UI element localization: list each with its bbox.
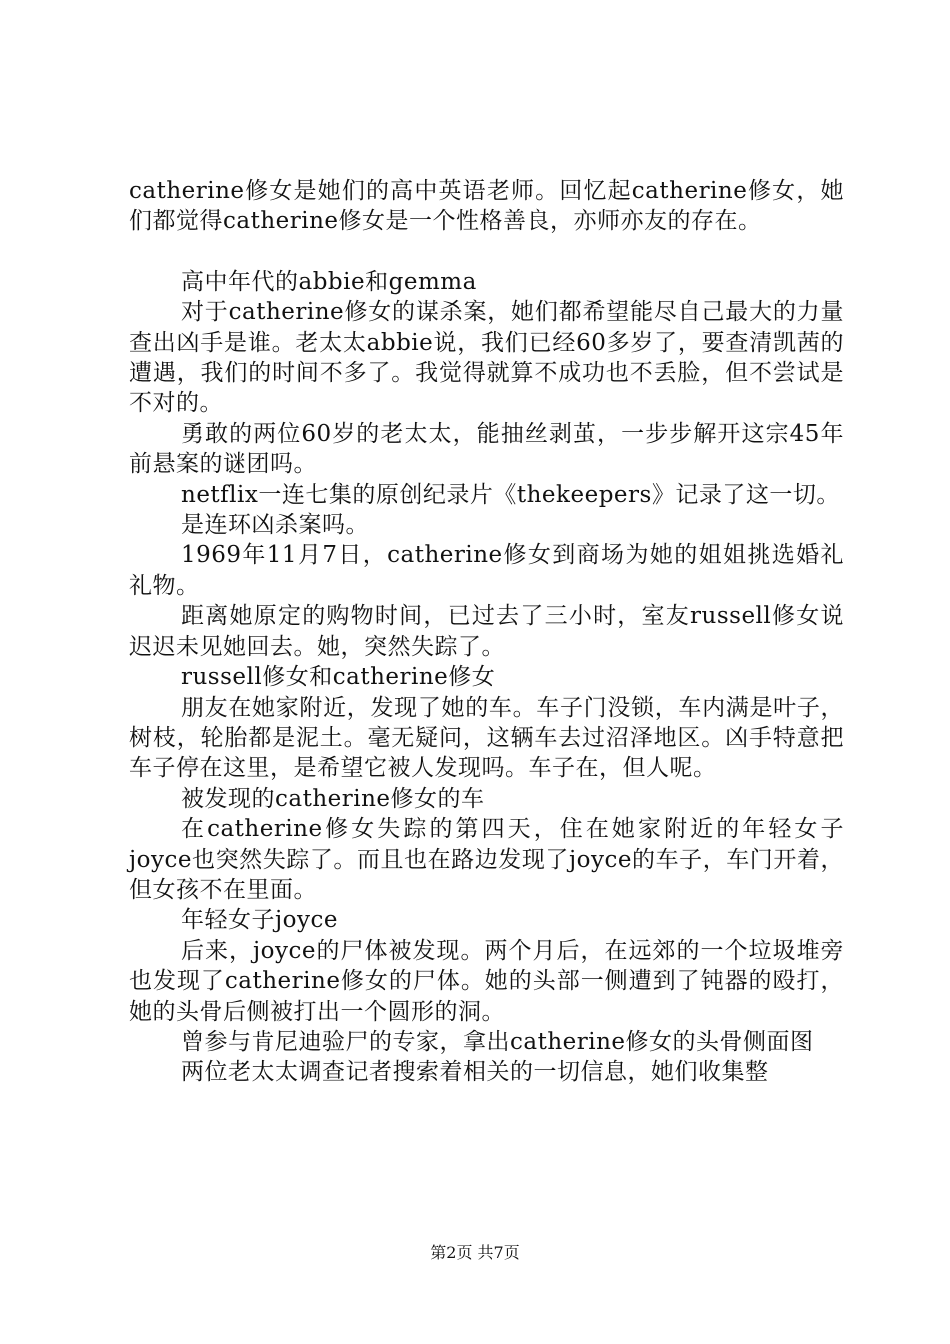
paragraph: 朋友在她家附近，发现了她的车。车子门没锁，车内满是叶子，树枝，轮胎都是泥土。毫无疑问，这辆车去过沼泽地区。凶手特意把车子停在这里，是希望它被人发现吗。车子在，但人呢。 <box>129 694 844 782</box>
page-footer: 第2页 共7页 <box>430 1243 520 1262</box>
image-caption-skull: 曾参与肯尼迪验尸的专家，拿出catherine修女的头骨侧面图 <box>181 1028 814 1055</box>
image-caption-russell: russell修女和catherine修女 <box>181 664 496 691</box>
paragraph-intro: catherine修女是她们的高中英语老师。回忆起catherine修女，她们都觉得catherine修女是一个性格善良，亦师亦友的存在。 <box>129 178 844 235</box>
paragraph: 两位老太太调查记者搜索着相关的一切信息，她们收集整 <box>181 1059 769 1086</box>
section-heading: 是连环凶杀案吗。 <box>181 512 369 539</box>
paragraph: 距离她原定的购物时间，已过去了三小时，室友russell修女说迟迟未见她回去。她，突然失踪了。 <box>129 603 844 660</box>
paragraph: netflix一连七集的原创纪录片《thekeepers》记录了这一切。 <box>181 481 840 508</box>
image-caption-abbie-gemma: 高中年代的abbie和gemma <box>181 268 477 295</box>
paragraph-gap <box>129 237 844 267</box>
image-caption-joyce: 年轻女子joyce <box>181 907 338 934</box>
paragraph: 对于catherine修女的谋杀案，她们都希望能尽自己最大的力量查出凶手是谁。老太太abbie说，我们已经60多岁了，要查清凯茜的遭遇，我们的时间不多了。我觉得就算不成功也不丢脸，但不尝试是不对的。 <box>129 299 844 417</box>
paragraph: 在catherine修女失踪的第四天，住在她家附近的年轻女子joyce也突然失踪了。而且也在路边发现了joyce的车子，车门开着，但女孩不在里面。 <box>129 816 844 903</box>
paragraph: 1969年11月7日，catherine修女到商场为她的姐姐挑选婚礼礼物。 <box>129 542 844 599</box>
document-body <box>129 176 844 1088</box>
paragraph: 勇敢的两位60岁的老太太，能抽丝剥茧，一步步解开这宗45年前悬案的谜团吗。 <box>129 420 844 478</box>
paragraph: 后来，joyce的尸体被发现。两个月后，在远郊的一个垃圾堆旁也发现了catherine修女的尸体。她的头部一侧遭到了钝器的殴打，她的头骨后侧被打出一个圆形的洞。 <box>129 937 844 1025</box>
image-caption-car: 被发现的catherine修女的车 <box>181 785 485 812</box>
